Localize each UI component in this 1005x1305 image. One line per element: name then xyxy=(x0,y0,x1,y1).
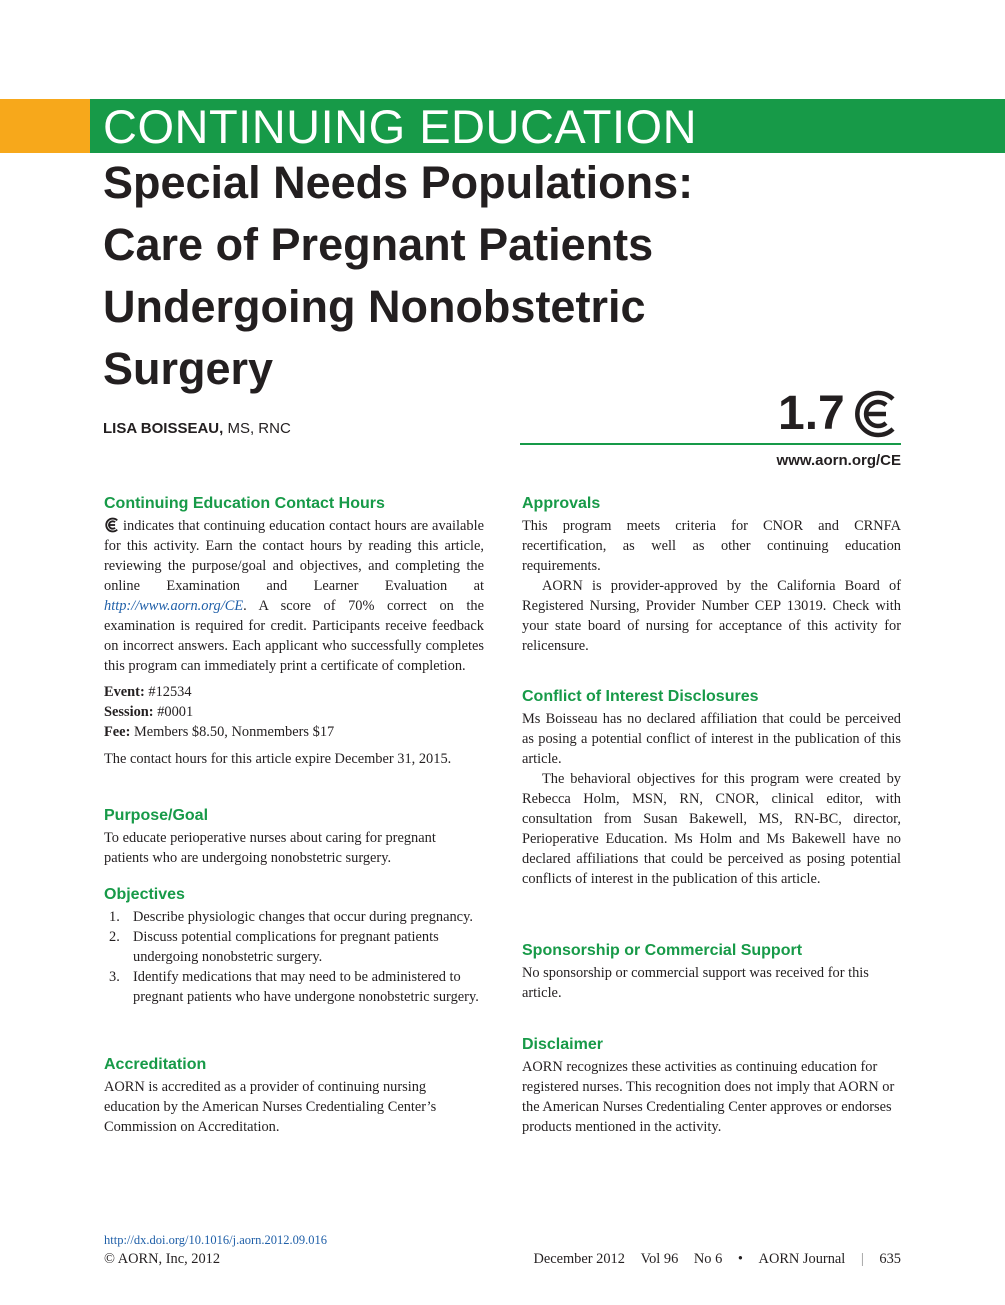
list-item: 2. Discuss potential complications for pregnant patients undergoing nonobstetric surgery. xyxy=(109,929,439,965)
section-heading: Disclaimer xyxy=(522,1036,603,1053)
title-line: Undergoing Nonobstetric xyxy=(103,281,646,332)
session-field: Session: #0001 xyxy=(104,704,194,720)
contact-hours-p1: indicates that continuing education contact hours are available for this activity. Earn the contact hours by reading this article, reviewing the purpose/goal and objectives, and completing the online Examination and Learner Evaluation at xyxy=(104,518,484,594)
list-item: 1. Describe physiologic changes that occur during pregnancy. xyxy=(109,909,473,925)
title-line: Care of Pregnant Patients xyxy=(103,219,654,270)
disclaimer-text: AORN recognizes these activities as continuing education for registered nurses. This recognition does not imply that AORN or the American Nurses Credentialing Center approves or endorses products mentioned in the activity. xyxy=(522,1059,895,1135)
section-disclaimer xyxy=(522,1035,901,1137)
author-name: LISA BOISSEAU, xyxy=(103,420,224,437)
conflict-text-1: Ms Boisseau has no declared affiliation that could be perceived as posing a potential conflict of interest in the publication of this article. xyxy=(522,711,901,767)
purpose-text: To educate perioperative nurses about caring for pregnant patients who are undergoing nonobstetric surgery. xyxy=(104,830,436,866)
list-item: 3. Identify medications that may need to be administered to pregnant patients who have undergone nonobstetric surgery. xyxy=(109,969,479,1005)
ce-logo-icon xyxy=(850,389,902,439)
contact-hours-p1-end: . A score of 70% correct on the examination is required for credit. Participants receive feedback on incorrect answers. Each applicant who successfully completes this program can immediately print a certificate of completion. xyxy=(104,598,484,674)
section-purpose xyxy=(104,806,484,868)
expire-text: The contact hours for this article expire December 31, 2015. xyxy=(104,751,452,767)
ce-inline-icon xyxy=(104,517,120,533)
sponsorship-text: No sponsorship or commercial support was received for this article. xyxy=(522,965,869,1001)
issue-volume: Vol 96 xyxy=(640,1251,679,1267)
section-heading: Conflict of Interest Disclosures xyxy=(522,688,759,705)
ce-hours-value: 1.7 xyxy=(778,387,845,440)
section-sponsorship xyxy=(522,941,901,1003)
accreditation-text: AORN is accredited as a provider of continuing nursing education by the American Nurses Credentialing Center’s Commission on Accreditation. xyxy=(104,1079,437,1135)
section-contact-hours xyxy=(104,494,484,769)
section-heading: Approvals xyxy=(522,495,601,512)
copyright: © AORN, Inc, 2012 xyxy=(104,1251,221,1267)
section-banner xyxy=(0,99,1005,153)
issue-number: No 6 xyxy=(693,1251,723,1267)
article-title xyxy=(103,152,783,400)
contact-hours-text xyxy=(104,516,484,676)
section-heading: Accreditation xyxy=(104,1056,207,1073)
approvals-text-2: AORN is provider-approved by the California Board of Registered Nursing, Provider Number CEP 13019. Check with your state board of nursing for acceptance of this activity for relicensure. xyxy=(522,578,901,654)
title-line: Special Needs Populations: xyxy=(103,157,694,208)
section-conflict xyxy=(522,687,901,889)
ce-url[interactable]: www.aorn.org/CE xyxy=(776,452,901,469)
banner-accent-block xyxy=(0,99,90,153)
section-heading: Purpose/Goal xyxy=(104,807,209,824)
objectives-list xyxy=(104,907,484,1007)
section-approvals xyxy=(522,494,901,656)
divider: | xyxy=(860,1251,864,1267)
doi-link[interactable]: http://dx.doi.org/10.1016/j.aorn.2012.09.016 xyxy=(104,1233,328,1247)
section-heading: Objectives xyxy=(104,886,185,903)
journal-name: AORN Journal xyxy=(758,1251,846,1267)
issue-info xyxy=(533,1251,901,1268)
conflict-text-2: The behavioral objectives for this program were created by Rebecca Holm, MSN, RN, CNOR, clinical editor, with consultation from Susan Bakewell, MS, RN-BC, director, Perioperative Education. Ms Holm and Ms Bakewell have no declared affiliations that could be perceived as posing potential conflicts of interest in the publication of this article. xyxy=(522,771,901,887)
event-field: Event: #12534 xyxy=(104,684,192,700)
section-objectives xyxy=(104,885,484,1007)
fee-field: Fee: Members $8.50, Nonmembers $17 xyxy=(104,724,335,740)
green-divider xyxy=(520,443,901,445)
approvals-text-1: This program meets criteria for CNOR and CRNFA recertification, as well as other continuing education requirements. xyxy=(522,518,901,574)
section-accreditation xyxy=(104,1055,484,1137)
page-number: 635 xyxy=(879,1251,901,1267)
author-credentials: MS, RNC xyxy=(227,420,291,437)
section-heading: Continuing Education Contact Hours xyxy=(104,495,385,512)
banner-title: CONTINUING EDUCATION xyxy=(103,100,698,153)
section-heading: Sponsorship or Commercial Support xyxy=(522,942,803,959)
bullet-separator: • xyxy=(737,1251,743,1267)
aorn-ce-link[interactable]: http://www.aorn.org/CE xyxy=(104,598,244,614)
issue-date: December 2012 xyxy=(533,1251,625,1267)
title-line: Surgery xyxy=(103,343,274,394)
author-line xyxy=(103,420,291,437)
